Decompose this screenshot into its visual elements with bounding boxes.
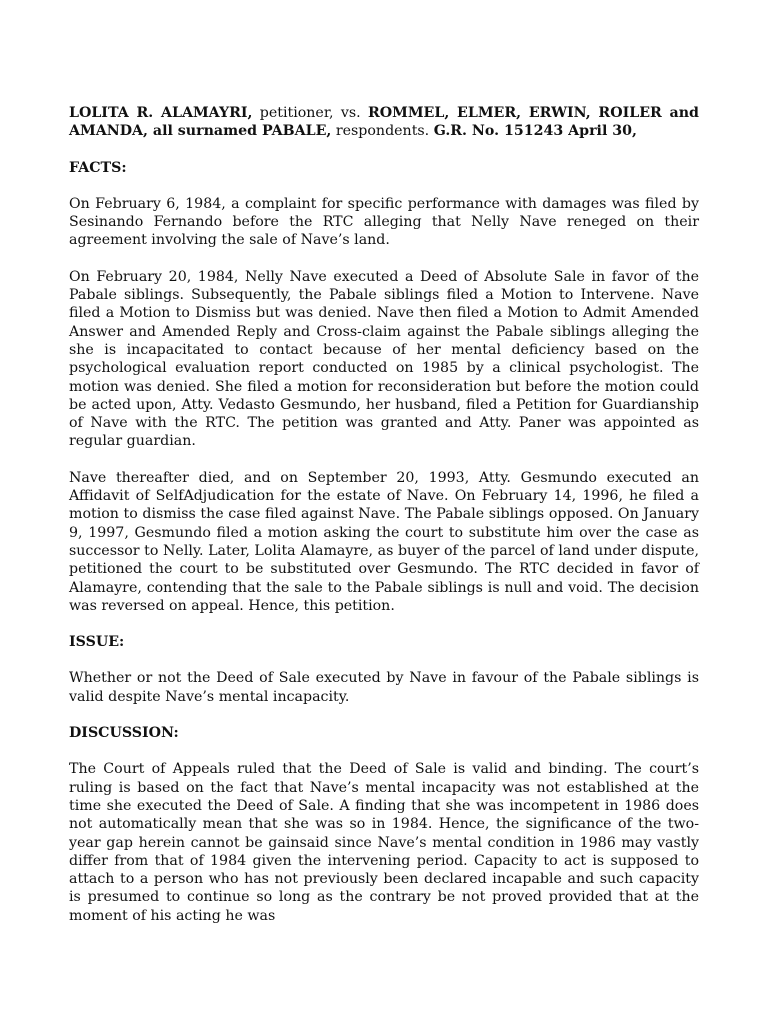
- facts-paragraph-1: On February 6, 1984, a complaint for specific performance with damages was filed by Sesinando Fernando before the RTC alleging that Nelly Nave reneged on their agreement involving the sale of Nave’s land.: [69, 195, 699, 249]
- facts-paragraph-3: Nave thereafter died, and on September 20, 1993, Atty. Gesmundo executed an Affidavit of SelfAdjudication for the estate of Nave. On February 14, 1996, he filed a motion to dismiss the case filed against Nave. The Pabale siblings opposed. On January 9, 1997, Gesmundo filed a motion asking the court to substitute him over the case as successor to Nelly. Later, Lolita Alamayre, as buyer of the parcel of land under dispute, petitioned the court to be substituted over Gesmundo. The RTC decided in favor of Alamayre, contending that the sale to the Pabale siblings is null and void. The decision was reversed on appeal. Hence, this petition.: [69, 469, 699, 614]
- facts-paragraph-2: On February 20, 1984, Nelly Nave executed a Deed of Absolute Sale in favor of the Pabale siblings. Subsequently, the Pabale siblings filed a Motion to Intervene. Nave filed a Motion to Dismiss but was denied. Nave then filed a Motion to Admit Amended Answer and Amended Reply and Cross-claim against the Pabale siblings alleging the she is incapacitated to contact because of her mental deficiency based on the psychological evaluation report conducted on 1985 by a clinical psychologist. The motion was denied. She filed a motion for reconsideration but before the motion could be acted upon, Atty. Vedasto Gesmundo, her husband, filed a Petition for Guardianship of Nave with the RTC. The petition was granted and Atty. Paner was appointed as regular guardian.: [69, 268, 699, 450]
- respondents-names: ROMMEL, ELMER, ERWIN, ROILER and AMANDA, all surnamed PABALE,: [69, 105, 699, 140]
- facts-heading: FACTS:: [69, 159, 127, 176]
- case-citation: G.R. No. 151243 April 30,: [433, 123, 637, 140]
- case-caption: [69, 104, 699, 141]
- issue-heading: ISSUE:: [69, 634, 125, 651]
- petitioner-name: LOLITA R. ALAMAYRI,: [69, 105, 253, 121]
- petitioner-role: petitioner, vs.: [252, 105, 368, 121]
- issue-paragraph: Whether or not the Deed of Sale executed by Nave in favour of the Pabale siblings is valid despite Nave’s mental incapacity.: [69, 670, 699, 705]
- discussion-paragraph: The Court of Appeals ruled that the Deed of Sale is valid and binding. The court’s ruling is based on the fact that Nave’s mental incapacity was not established at the time she executed the Deed of Sale. A finding that she was incompetent in 1986 does not automatically mean that she was so in 1984. Hence, the significance of the two-year gap herein cannot be gainsaid since Nave’s mental condition in 1986 may vastly differ from that of 1984 given the intervening period. Capacity to act is supposed to attach to a person who has not previously been declared incapable and such capacity is presumed to continue so long as the contrary be not proved provided that at the moment of his acting he was: [69, 761, 699, 924]
- discussion-heading: DISCUSSION:: [69, 725, 179, 742]
- document-page: [69, 104, 699, 925]
- respondents-role: respondents.: [331, 123, 434, 140]
